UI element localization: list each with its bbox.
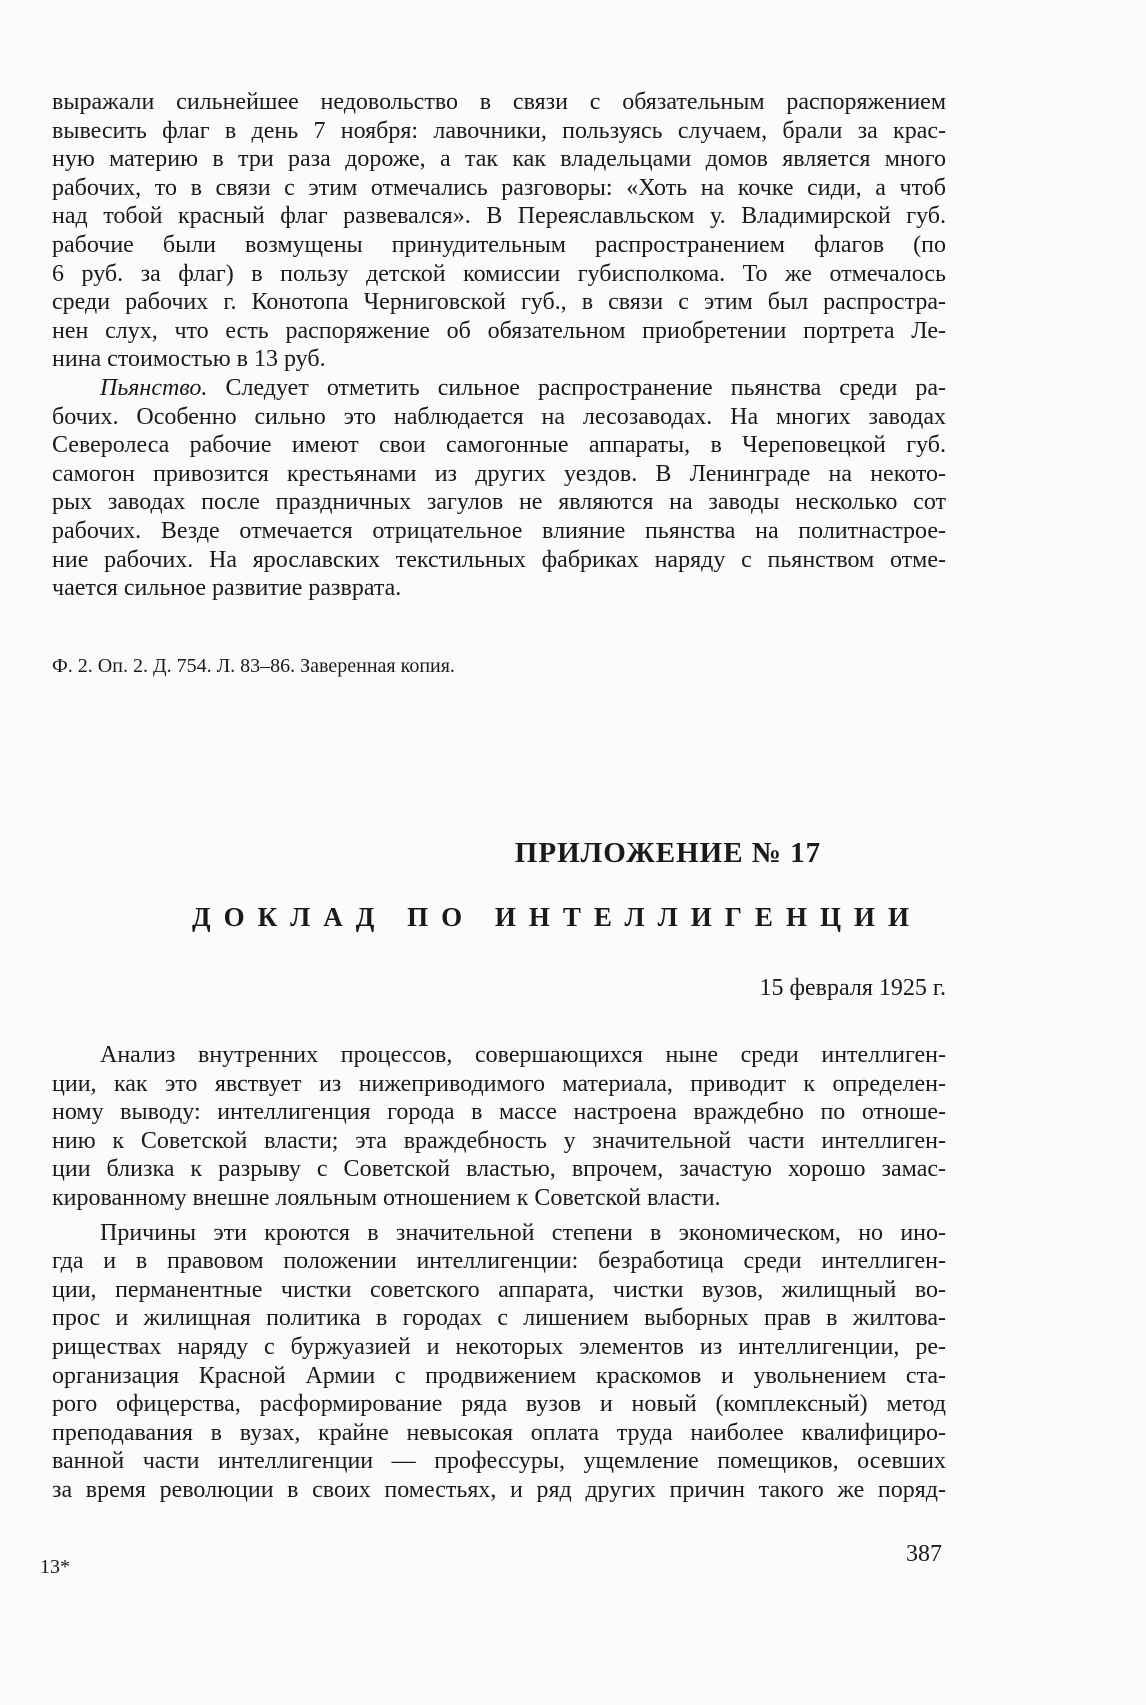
text-line: прос и жилищная политика в городах с лишением выборных прав в жилтова- — [52, 1305, 946, 1332]
text-line: над тобой красный флаг развевался». В Переяславльском у. Владимирской губ. — [52, 203, 946, 230]
report-text-block — [52, 1041, 946, 1505]
text-line: 6 руб. за флаг) в пользу детской комиссии губисполкома. То же отмечалось — [52, 260, 946, 287]
text-line: Анализ внутренних процессов, совершающихся ныне среди интеллиген- — [100, 1042, 946, 1068]
text-line: Причины эти кроются в значительной степени в экономическом, но ино- — [100, 1219, 946, 1246]
paragraph-analysis — [52, 1041, 946, 1213]
text-fragment: Следует отметить сильное распространение пьянства среди ра- — [207, 374, 946, 401]
text-line: ции, перманентные чистки советского аппарата, чистки вузов, жилищный во- — [52, 1276, 946, 1303]
text-line: ции близка к разрыву с Советской властью, впрочем, зачастую хорошо замас- — [52, 1156, 946, 1183]
signature-mark: 13* — [40, 1556, 70, 1578]
paragraph-drunkenness — [52, 374, 946, 603]
text-line: нию к Советской власти; эта враждебность у значительной части интеллиген- — [52, 1127, 946, 1154]
text-line: ции, как это явствует из нижеприводимого материала, приводит к определен- — [52, 1070, 946, 1097]
text-line: ному выводу: интеллигенция города в массе настроена враждебно по отноше- — [52, 1099, 946, 1126]
paragraph-flags — [52, 88, 946, 374]
text-line: рого офицерства, расформирование ряда вузов и новый (комплексный) метод — [52, 1391, 946, 1418]
text-line: выражали сильнейшее недовольство в связи с обязательным распоряжением — [52, 89, 946, 115]
report-title: ДОКЛАД ПО ИНТЕЛЛИГЕНЦИИ — [192, 902, 922, 932]
text-line: рабочие были возмущены принудительным распространением флагов (по — [52, 231, 946, 258]
text-line: гда и в правовом положении интеллигенции: безработица среди интеллиген- — [52, 1248, 946, 1275]
text-line: рабочих. Везде отмечается отрицательное влияние пьянства на политнастрое- — [52, 517, 946, 544]
text-line: чается сильное развитие разврата. — [52, 575, 402, 602]
text-line: кированному внешне лояльным отношением к Советской власти. — [52, 1184, 721, 1211]
text-line: ванной части интеллигенции — профессуры, ущемление помещиков, осевших — [52, 1448, 946, 1475]
text-line: вывесить флаг в день 7 ноября: лавочники, пользуясь случаем, брали за крас- — [52, 117, 946, 144]
text-line: за время революции в своих поместьях, и ряд других причин такого же поряд- — [52, 1476, 946, 1503]
text-line: рабочих, то в связи с этим отмечались разговоры: «Хоть на кочке сиди, а чтоб — [52, 174, 946, 201]
text-line: Северолеса рабочие имеют свои самогонные аппараты, в Череповецкой губ. — [52, 432, 946, 459]
archive-source-note: Ф. 2. Оп. 2. Д. 754. Л. 83–86. Заверенная копия. — [52, 655, 455, 677]
text-line: нина стоимостью в 13 руб. — [52, 346, 326, 373]
text-line: преподавания в вузах, крайне невысокая оплата труда наиболее квалифициро- — [52, 1419, 946, 1446]
paragraph-causes — [52, 1219, 946, 1505]
text-line: риществах наряду с буржуазией и некоторых элементов из интеллигенции, ре- — [52, 1333, 946, 1360]
text-line — [52, 374, 946, 403]
text-line: среди рабочих г. Конотопа Черниговской губ., в связи с этим был распростра- — [52, 289, 946, 316]
section-lead-italic: Пьянство. — [100, 374, 208, 401]
text-line: нен слух, что есть распоряжение об обязательном приобретении портрета Ле- — [52, 317, 946, 344]
text-line: самогон привозится крестьянами из других уездов. В Ленинграде на некото- — [52, 460, 946, 487]
top-text-block — [52, 88, 946, 603]
text-line: бочих. Особенно сильно это наблюдается на лесозаводах. На многих заводах — [52, 403, 946, 430]
document-date: 15 февраля 1925 г. — [759, 975, 946, 1001]
appendix-heading: ПРИЛОЖЕНИЕ № 17 — [514, 837, 822, 869]
page-number: 387 — [906, 1541, 942, 1567]
text-line: ние рабочих. На ярославских текстильных фабриках наряду с пьянством отме- — [52, 546, 946, 573]
text-line: рых заводах после праздничных загулов не являются на заводы несколько сот — [52, 489, 946, 516]
text-line: ную материю в три раза дороже, а так как владельцами домов является много — [52, 146, 946, 173]
text-line: организация Красной Армии с продвижением краскомов и увольнением ста- — [52, 1362, 946, 1389]
